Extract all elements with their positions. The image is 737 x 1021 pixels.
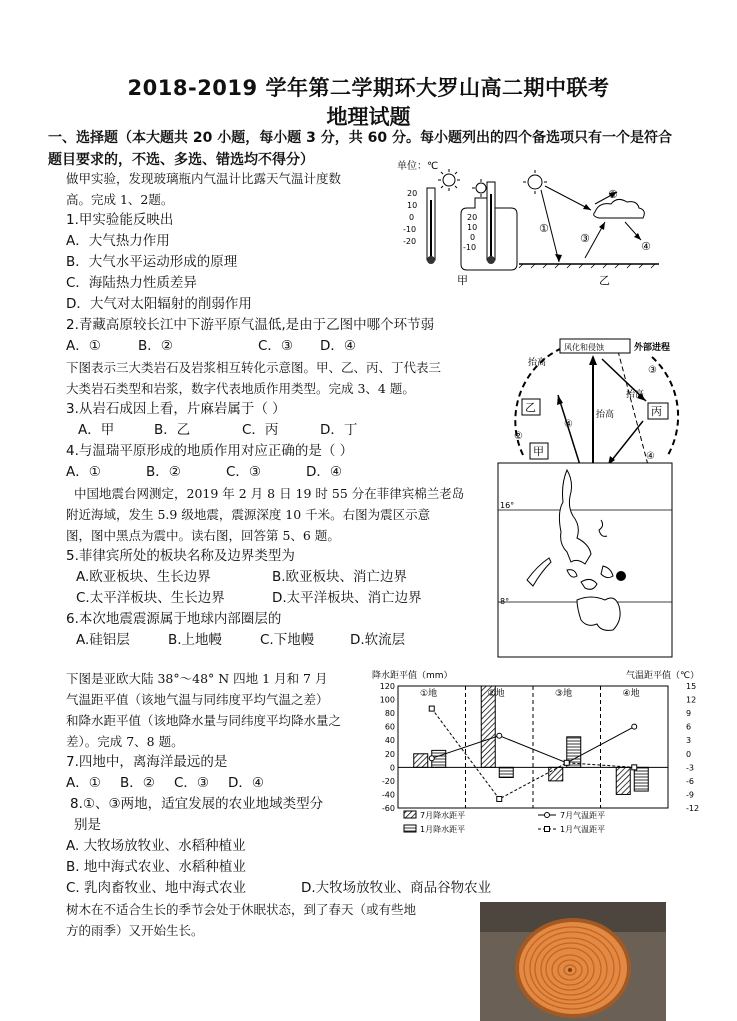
svg-text:④: ④ — [564, 419, 573, 430]
svg-text:-20: -20 — [403, 237, 417, 246]
q3-option[interactable]: D．丁 — [320, 422, 358, 438]
node-weathering-label: 风化和侵蚀 — [564, 343, 604, 352]
q6-option[interactable]: B.上地幔 — [168, 632, 223, 648]
intro-tree-line: 树木在不适合生长的季节会处于休眠状态，到了春天（或有些地 — [66, 902, 417, 917]
q8-stem: 8.①、③两地，适宜发展的农业地域类型分 — [70, 796, 324, 812]
q4-option[interactable]: B．② — [146, 464, 181, 480]
node-bing: 丙 — [651, 405, 662, 418]
q7-option[interactable]: D．④ — [228, 775, 264, 791]
chart-tick-left: 120 — [379, 682, 395, 691]
intro-1-2-line: 高。完成 1、2题。 — [66, 192, 174, 207]
chart-tick-right: -9 — [686, 790, 694, 800]
intro-7-8-line: 气温距平值（该地气温与同纬度平均气温之差） — [66, 692, 329, 707]
point-july-temp — [632, 724, 637, 729]
fig1-label-b: 乙 — [599, 274, 610, 287]
q8-option[interactable]: D.大牧场放牧业、商品谷物农业 — [301, 880, 492, 896]
atmosphere-diagram — [519, 170, 659, 268]
intro-5-6-line: 中国地震台网测定，2019 年 2 月 8 日 19 时 55 分在菲律宾棉兰老岛 — [74, 486, 465, 501]
legend-marker — [545, 813, 550, 818]
intro-tree-line: 方的雨季）又开始生长。 — [66, 923, 204, 938]
epicenter-marker — [616, 571, 626, 581]
svg-text:20: 20 — [407, 189, 418, 198]
q5-option[interactable]: C.太平洋板块、生长边界 — [76, 590, 225, 606]
svg-text:0: 0 — [409, 213, 415, 222]
chart-tick-right: 6 — [686, 722, 692, 732]
q3-option[interactable]: A．甲 — [78, 422, 115, 438]
point-jan-temp — [429, 706, 434, 711]
chart-tick-right: -12 — [686, 804, 700, 813]
figure-greenhouse-experiment — [395, 158, 675, 288]
lat-8-label: 8° — [500, 597, 510, 606]
intro-1-2-line: 做甲实验，发现玻璃瓶内气温计比露天气温计度数 — [66, 171, 342, 186]
chart-tick-left: 60 — [384, 722, 395, 732]
chart-ylabel-right: 气温距平值（℃） — [626, 671, 700, 681]
svg-text:0: 0 — [470, 233, 476, 242]
point-july-temp — [497, 733, 502, 738]
point-jan-temp — [497, 796, 502, 801]
chart-tick-left: -20 — [381, 776, 395, 786]
q2-option[interactable]: C．③ — [258, 338, 294, 354]
q2-option[interactable]: D．④ — [320, 338, 356, 354]
bar-july-precip — [616, 767, 630, 794]
q6-option[interactable]: D.软流层 — [350, 632, 406, 648]
chart-tick-right: 3 — [686, 736, 692, 746]
q7-option[interactable]: C．③ — [174, 775, 210, 791]
bar-july-precip — [549, 767, 563, 781]
chart-tick-left: -40 — [381, 790, 395, 800]
point-jan-temp — [632, 765, 637, 770]
chart-tick-right: 15 — [686, 682, 697, 691]
node-yi: 乙 — [525, 401, 536, 414]
svg-text:抬高: 抬高 — [626, 390, 645, 400]
node-jia: 甲 — [533, 445, 544, 458]
svg-text:抬高: 抬高 — [528, 358, 547, 368]
page-title: 2018-2019 学年第二学期环大罗山高二期中联考 — [127, 76, 610, 100]
q8-option[interactable]: B. 地中海式农业、水稻种植业 — [66, 859, 246, 875]
chart-tick-left: 0 — [389, 763, 395, 773]
q3-options — [66, 420, 464, 441]
svg-text:③: ③ — [648, 365, 657, 376]
q2-option[interactable]: B．② — [138, 338, 173, 354]
svg-text:10: 10 — [467, 223, 478, 232]
svg-text:③: ③ — [580, 232, 590, 245]
q1-option[interactable]: C．海陆热力性质差异 — [66, 275, 197, 291]
glass-bottle — [461, 182, 517, 270]
intro-7-8-line: 差）。完成 7、8 题。 — [66, 734, 184, 749]
section-line-2: 题目要求的，不选、多选、错选均不得分） — [48, 152, 314, 168]
q6-options — [66, 630, 464, 651]
intro-5-6-line: 附近海域，发生 5.9 级地震，震源深度 10 千米。右图为震区示意 — [66, 507, 431, 522]
svg-text:抬高: 抬高 — [596, 410, 615, 420]
legend-label: 1月降水距平 — [420, 825, 466, 834]
chart-tick-right: -3 — [686, 763, 694, 773]
svg-text:②: ② — [608, 188, 618, 201]
q5-stem: 5.菲律宾所处的板块名称及边界类型为 — [66, 548, 295, 564]
chart-ylabel-left: 降水距平值（mm） — [372, 671, 453, 681]
q3-stem: 3.从岩石成因上看，片麻岩属于（ ） — [66, 401, 286, 417]
chart-tick-left: 40 — [384, 736, 395, 746]
thermometer-open — [403, 188, 435, 264]
legend-swatch — [404, 811, 416, 818]
q4-options — [66, 462, 464, 483]
q7-option[interactable]: B．② — [120, 775, 155, 791]
svg-text:10: 10 — [407, 201, 418, 210]
chart-tick-left: -60 — [381, 804, 395, 813]
svg-text:-10: -10 — [403, 225, 417, 234]
q5-options-row — [66, 567, 464, 588]
chart-tick-left: 100 — [379, 695, 395, 705]
svg-text:-10: -10 — [463, 243, 477, 252]
q1-option[interactable]: A．大气热力作用 — [66, 233, 170, 249]
chart-tick-right: -6 — [686, 776, 694, 786]
lat-16-label: 16° — [500, 501, 515, 510]
q7-stem: 7.四地中，离海洋最远的是 — [66, 754, 228, 770]
q4-stem: 4.与温瑞平原形成的地质作用对应正确的是（ ） — [66, 443, 354, 459]
legend-label: 7月气温距平 — [560, 811, 606, 820]
q1-option[interactable]: D．大气对太阳辐射的削弱作用 — [66, 296, 252, 312]
chart-tick-left: 20 — [384, 749, 395, 759]
chart-category-label: ①地 — [420, 689, 438, 699]
chart-tick-right: 9 — [686, 709, 692, 719]
legend-label: 1月气温距平 — [560, 825, 606, 834]
svg-text:20: 20 — [467, 213, 478, 222]
chart-tick-right: 0 — [686, 749, 692, 759]
chart-category-label: ②地 — [487, 689, 505, 699]
q5-option[interactable]: D.太平洋板块、消亡边界 — [272, 590, 422, 606]
section-line-1: 一、选择题（本大题共 20 小题，每小题 3 分，共 60 分。每小题列出的四个备选项只有一个是符合 — [48, 130, 672, 146]
chart-tick-left: 80 — [384, 709, 395, 719]
fig1-label-a: 甲 — [457, 274, 468, 287]
intro-3-4-line: 下图表示三大类岩石及岩浆相互转化示意图。甲、乙、丙、丁代表三 — [66, 360, 442, 375]
intro-3-4-line: 大类岩石类型和岩浆，数字代表地质作用类型。完成 3、4 题。 — [66, 381, 415, 396]
svg-text:②: ② — [514, 431, 523, 442]
bar-jan-precip — [499, 767, 513, 777]
q4-option[interactable]: A．① — [66, 464, 101, 480]
legend-label: 7月降水距平 — [420, 811, 466, 820]
q6-stem: 6.本次地震震源属于地球内部圈层的 — [66, 611, 282, 627]
q6-option[interactable]: C.下地幔 — [260, 632, 315, 648]
q8-stem-2: 别是 — [74, 817, 101, 833]
chart-category-label: ④地 — [622, 689, 640, 699]
fig1-unit: 单位：℃ — [397, 161, 439, 172]
q8-option[interactable]: C. 乳肉畜牧业、地中海式农业 — [66, 880, 247, 896]
chart-tick-right: 12 — [686, 695, 697, 705]
tree-stump-photo — [480, 902, 666, 1021]
point-july-temp — [429, 756, 434, 761]
svg-text:①: ① — [539, 222, 549, 235]
q2-stem: 2.青藏高原较长江中下游平原气温低,是由于乙图中哪个环节弱 — [66, 317, 435, 333]
point-jan-temp — [564, 760, 569, 765]
external-process-label: 外部进程 — [634, 343, 671, 353]
page-subtitle: 地理试题 — [326, 105, 411, 129]
bar-july-precip — [414, 754, 428, 768]
q3-option[interactable]: C．丙 — [242, 422, 279, 438]
q2-option[interactable]: A．① — [66, 338, 101, 354]
q3-option[interactable]: B．乙 — [154, 422, 191, 438]
q7-option[interactable]: A．① — [66, 775, 101, 791]
legend-swatch — [404, 825, 416, 832]
chart-category-label: ③地 — [555, 689, 573, 699]
q8-option[interactable]: A. 大牧场放牧业、水稻种植业 — [66, 838, 246, 854]
q8-options-row — [66, 878, 491, 899]
legend-marker — [545, 827, 550, 832]
svg-text:④: ④ — [641, 240, 651, 253]
q6-option[interactable]: A.硅铝层 — [76, 632, 130, 648]
q5-options-row — [66, 588, 464, 609]
intro-7-8-line: 和降水距平值（该地降水量与同纬度平均降水量之 — [66, 713, 342, 728]
chart-anomalies — [368, 668, 704, 840]
q5-option[interactable]: B.欧亚板块、消亡边界 — [272, 569, 408, 585]
svg-text:④: ④ — [646, 451, 655, 462]
q4-option[interactable]: D．④ — [306, 464, 342, 480]
q5-option[interactable]: A.欧亚板块、生长边界 — [76, 569, 211, 585]
q4-option[interactable]: C．③ — [226, 464, 262, 480]
q1-stem: 1.甲实验能反映出 — [66, 212, 174, 228]
sun-icon — [438, 169, 460, 191]
q2-options — [66, 336, 464, 357]
bar-jan-precip — [634, 767, 648, 791]
figure-philippines-map — [497, 462, 673, 658]
q1-option[interactable]: B．大气水平运动形成的原理 — [66, 254, 238, 270]
anomaly-chart-svg — [368, 668, 704, 840]
intro-7-8-line: 下图是亚欧大陆 38°～48° N 四地 1 月和 7 月 — [66, 671, 328, 686]
intro-5-6-line: 图，图中黑点为震中。读右图，回答第 5、6 题。 — [66, 528, 340, 543]
